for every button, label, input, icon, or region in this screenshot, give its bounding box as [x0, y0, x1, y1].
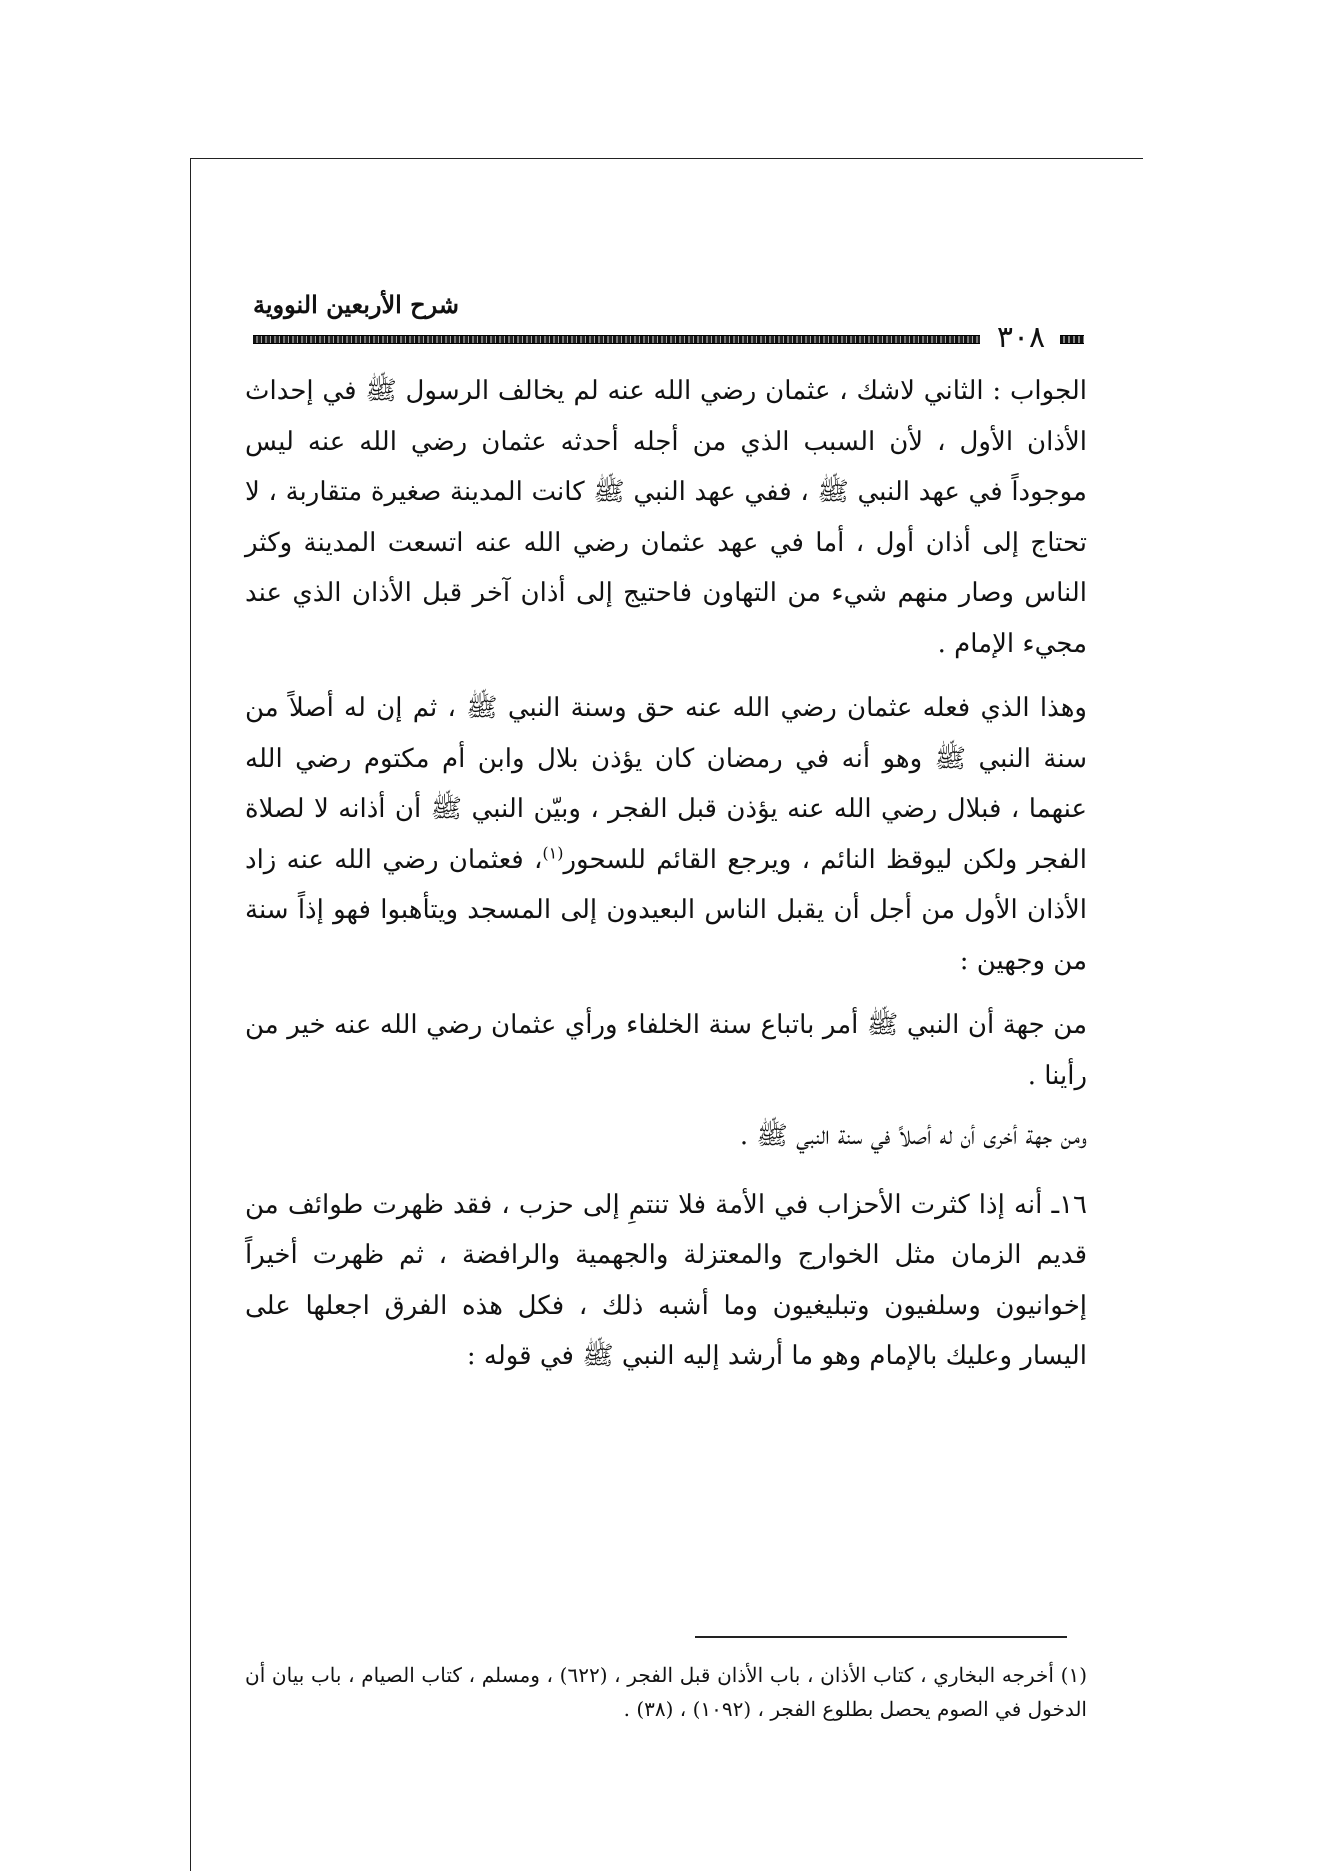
paragraph-point-16: ١٦ـ أنه إذا كثرت الأحزاب في الأمة فلا تنتمِ إلى حزب ، فقد ظهرت طوائف من قديم الزمان مثل الخوارج والمعتزلة والجهمية والرافضة ، ثم ظهرت أخيراً إخوانيون وسلفيون وتبليغيون وما أشبه ذلك ، فكل هذه الفرق اجعلها على اليسار وعليك بالإمام وهو ما أرشد إليه النبي ﷺ في قوله : [245, 1189, 1087, 1371]
body-text [245, 366, 1087, 1382]
page-frame-top-border [190, 158, 1143, 159]
header-rule-end [1060, 335, 1084, 344]
paragraph-text-continued: ، فعثمان رضي الله عنه زاد الأذان الأول من أجل أن يقبل الناس البعيدون إلى المسجد ويتأهبوا فهو إذاً سنة من وجهين : [245, 844, 1087, 976]
header-rule [253, 335, 980, 344]
footnote-1: (١) أخرجه البخاري ، كتاب الأذان ، باب الأذان قبل الفجر ، (٦٢٢) ، ومسلم ، كتاب الصيام ، باب بيان أن الدخول في الصوم يحصل بطلوع الفجر ، (١٠٩٢) ، (٣٨) . [245, 1663, 1087, 1721]
footnotes [245, 1658, 1087, 1726]
running-title: شرح الأربعين النووية [253, 290, 460, 319]
page-frame-left-border [190, 158, 191, 1871]
paragraph-second-aspect: ومن جهة أخرى أن له أصلاً في سنة النبي ﷺ . [739, 1121, 1087, 1151]
footnote-marker: (١) [542, 842, 564, 862]
paragraph-text: وهذا الذي فعله عثمان رضي الله عنه حق وسنة النبي ﷺ ، ثم إن له أصلاً من سنة النبي ﷺ وهو أنه في رمضان كان يؤذن بلال وابن أم مكتوم رضي الله عنهما ، فبلال رضي الله عنه يؤذن قبل الفجر ، وبيّن النبي ﷺ أن أذانه لا لصلاة الفجر ولكن ليوقظ النائم ، ويرجع القائم للسحور [245, 693, 1087, 875]
footnote-separator [695, 1636, 1067, 1638]
paragraph-first-aspect: من جهة أن النبي ﷺ أمر باتباع سنة الخلفاء ورأي عثمان رضي الله عنه خير من رأينا . [245, 1010, 1087, 1091]
page-number: ٣٠٨ [996, 320, 1046, 355]
paragraph-answer: الجواب : الثاني لاشك ، عثمان رضي الله عنه لم يخالف الرسول ﷺ في إحداث الأذان الأول ، لأن السبب الذي من أجله أحدثه عثمان رضي الله عنه ليس موجوداً في عهد النبي ﷺ ، ففي عهد النبي ﷺ كانت المدينة صغيرة متقاربة ، لا تحتاج إلى أذان أول ، أما في عهد عثمان رضي الله عنه اتسعت المدينة وكثر الناس وصار منهم شيء من التهاون فاحتيج إلى أذان آخر قبل الأذان الذي عند مجيء الإمام . [245, 376, 1087, 659]
paragraph-uthman-adhan [245, 683, 1087, 986]
